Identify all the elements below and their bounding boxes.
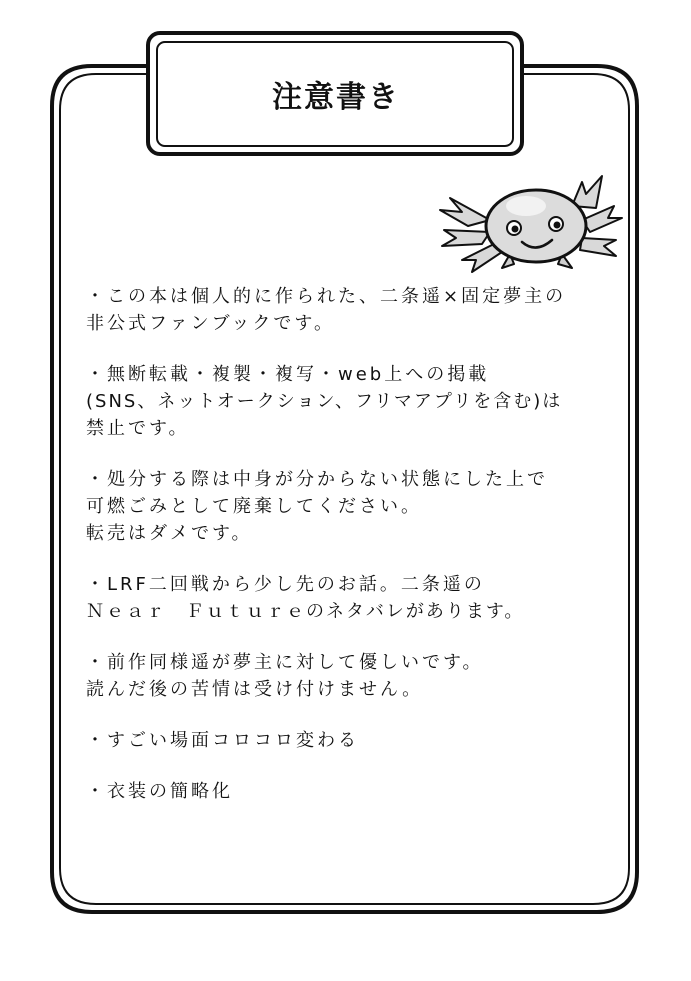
notice-line: 禁止です。 [86,418,190,439]
notice-line: 可燃ごみとして廃棄してください。 [86,496,422,517]
notice-line: ・前作同様遥が夢主に対して優しいです。 [86,652,484,673]
notice-item [86,361,616,442]
notice-line: (SNS、ネットオークション、フリマアプリを含む)は [86,391,563,412]
notice-line: ・処分する際は中身が分からない状態にした上で [86,469,548,490]
page-title: 注意書き [272,80,400,115]
notice-line: ・この本は個人的に作られた、二条遥×固定夢主の [86,286,567,307]
notice-item [86,727,616,754]
notice-line: 読んだ後の苦情は受け付けません。 [86,679,424,700]
notice-line: ・すごい場面コロコロ変わる [86,730,359,751]
notice-item [86,571,616,625]
notice-item [86,466,616,547]
notice-line: ・LRF二回戦から少し先のお話。二条遥の [86,574,485,595]
notice-line: 非公式ファンブックです。 [86,313,335,334]
notice-item [86,778,616,805]
notice-item [86,283,616,337]
notice-line: ・無断転載・複製・複写・web上への掲載 [86,364,490,385]
axolotl-icon [432,168,624,276]
notice-list [86,283,616,829]
notice-line: 転売はダメです。 [86,523,253,544]
notice-line: ・衣装の簡略化 [86,781,233,802]
notice-item [86,649,616,703]
notice-line: Ｎｅａｒ Ｆｕｔｕｒｅのネタバレがあります。 [86,601,525,622]
